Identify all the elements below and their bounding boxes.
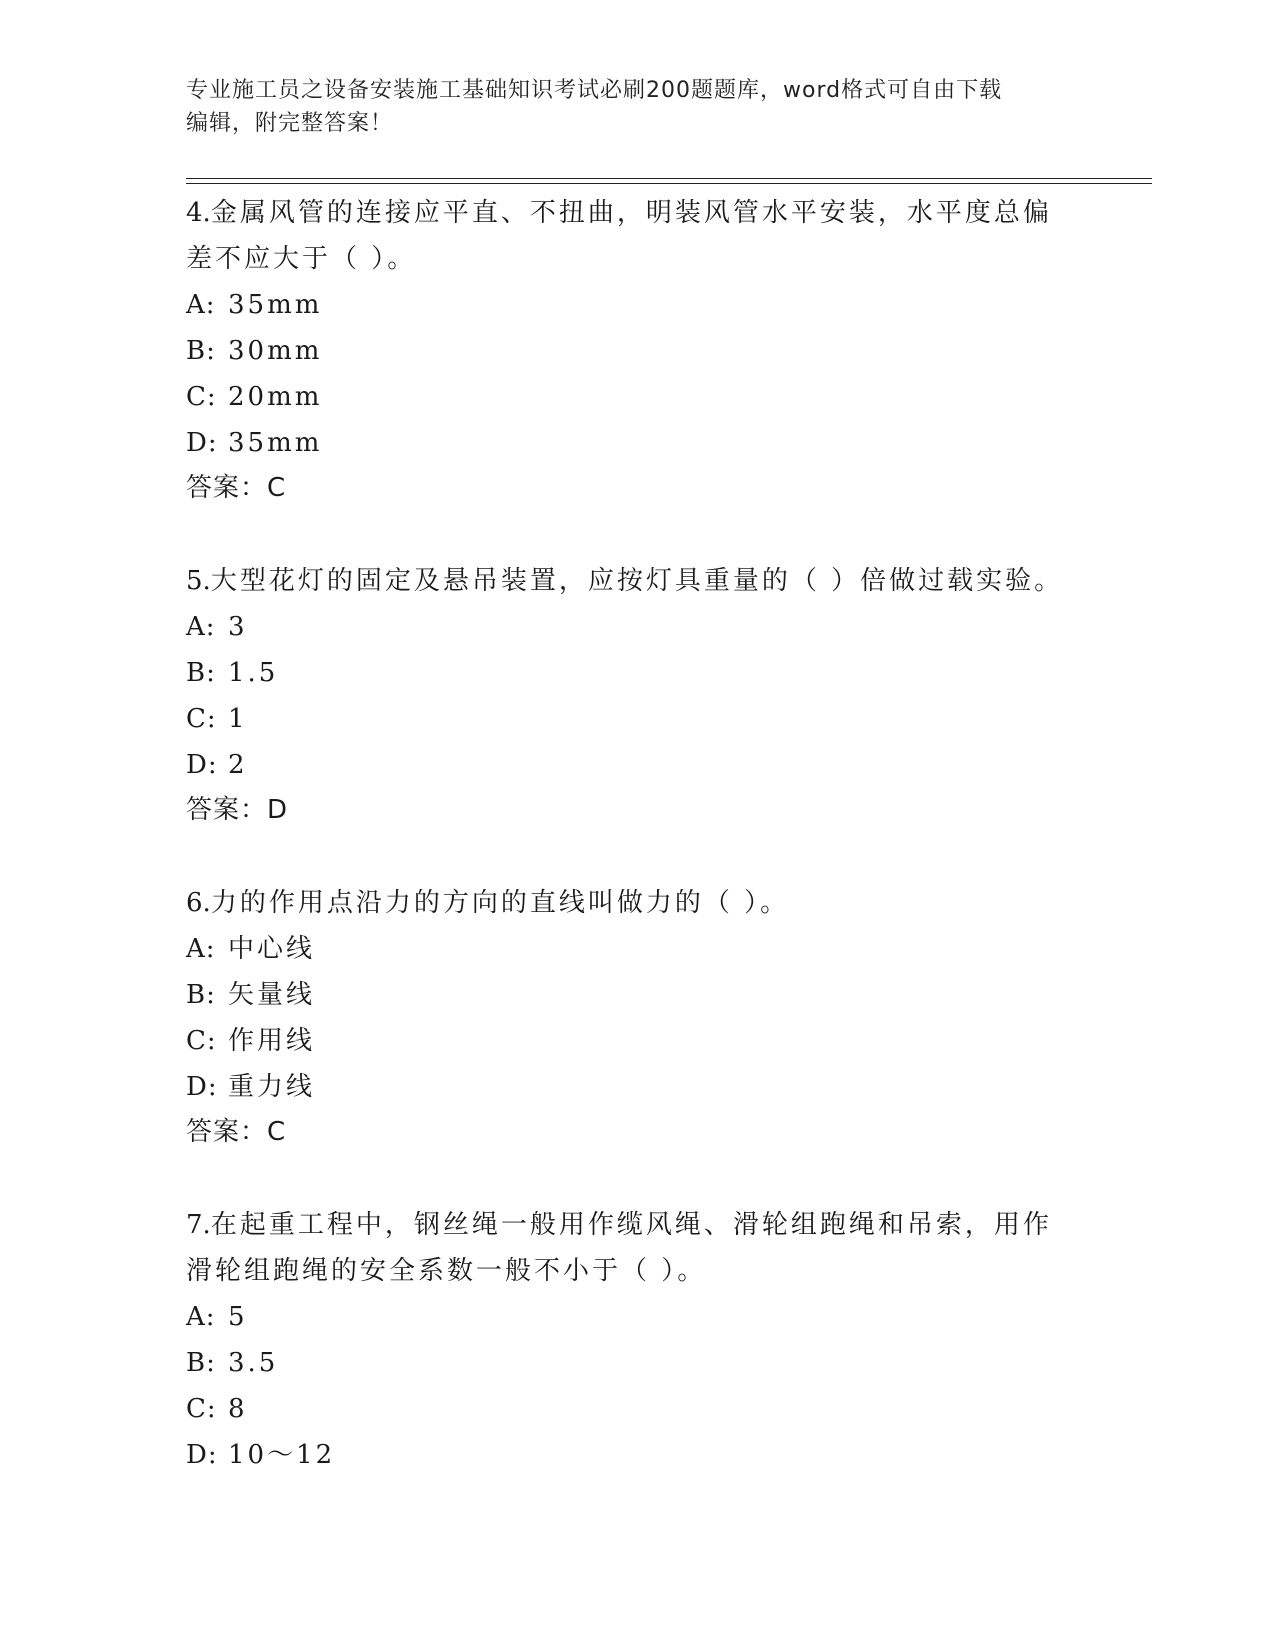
option-text: 作用线 [228, 1026, 316, 1056]
option-label: C: [186, 1026, 217, 1056]
option-label: C: [186, 1394, 217, 1424]
option-label: C: [186, 382, 217, 412]
header-line-2: 编辑，附完整答案！ [186, 111, 394, 136]
option-label: B: [186, 1348, 216, 1378]
option-text: 矢量线 [228, 980, 316, 1010]
option-c [186, 1018, 1086, 1064]
question-spacer [186, 510, 1086, 558]
question-stem [186, 558, 1086, 604]
option-label: D: [186, 428, 218, 458]
answer: 答案：D [186, 795, 289, 825]
question-number: 5. [186, 566, 211, 596]
option-text: 10～12 [228, 1440, 336, 1470]
option-a [186, 926, 1086, 972]
option-text: 重力线 [228, 1072, 316, 1102]
question-4 [186, 190, 1086, 510]
option-text: 中心线 [228, 934, 316, 964]
option-label: A: [186, 612, 216, 642]
option-label: A: [186, 290, 216, 320]
option-d [186, 1432, 1086, 1478]
option-label: A: [186, 1302, 216, 1332]
option-d [186, 1064, 1086, 1110]
question-stem-line-1: 在起重工程中，钢丝绳一般用作缆风绳、滑轮组跑绳和吊索，用作 [210, 1210, 1052, 1240]
header-line-1: 专业施工员之设备安装施工基础知识考试必刷200题题库，word格式可自由下载 [186, 78, 1003, 103]
option-text: 30mm [228, 336, 323, 366]
option-text: 3.5 [228, 1348, 279, 1378]
option-c [186, 1386, 1086, 1432]
option-label: B: [186, 336, 216, 366]
answer: 答案：C [186, 1117, 287, 1147]
option-b [186, 328, 1086, 374]
question-list [186, 190, 1086, 1478]
question-stem [186, 880, 1086, 926]
option-label: D: [186, 750, 218, 780]
question-stem [186, 1202, 1086, 1248]
option-label: C: [186, 704, 217, 734]
page-header [186, 74, 1066, 140]
header-divider-top [186, 178, 1152, 179]
question-6 [186, 880, 1086, 1154]
option-text: 5 [228, 1302, 248, 1332]
option-text: 1.5 [228, 658, 279, 688]
option-b [186, 650, 1086, 696]
option-label: D: [186, 1440, 218, 1470]
question-spacer [186, 832, 1086, 880]
option-c [186, 374, 1086, 420]
question-stem-line-2: 差不应大于（ ）。 [186, 244, 417, 274]
option-c [186, 696, 1086, 742]
option-text: 2 [228, 750, 248, 780]
option-b [186, 972, 1086, 1018]
question-stem-line-2: 滑轮组跑绳的安全系数一般不小于（ ）。 [186, 1256, 707, 1286]
option-text: 1 [228, 704, 248, 734]
question-spacer [186, 1154, 1086, 1202]
question-number: 6. [186, 888, 211, 918]
option-text: 20mm [228, 382, 323, 412]
option-text: 35mm [228, 290, 323, 320]
question-7 [186, 1202, 1086, 1478]
question-stem [186, 190, 1086, 236]
option-a [186, 282, 1086, 328]
option-a [186, 604, 1086, 650]
option-a [186, 1294, 1086, 1340]
option-text: 3 [228, 612, 248, 642]
option-d [186, 742, 1086, 788]
option-b [186, 1340, 1086, 1386]
question-stem-line-1: 大型花灯的固定及悬吊装置，应按灯具重量的（ ）倍做过载实验。 [210, 566, 1064, 596]
option-d [186, 420, 1086, 466]
question-stem-line-1: 金属风管的连接应平直、不扭曲，明装风管水平安装，水平度总偏 [210, 198, 1052, 228]
question-5 [186, 558, 1086, 832]
answer: 答案：C [186, 473, 287, 503]
option-text: 35mm [228, 428, 323, 458]
option-label: B: [186, 658, 216, 688]
option-label: D: [186, 1072, 218, 1102]
question-stem-line-1: 力的作用点沿力的方向的直线叫做力的（ ）。 [210, 888, 790, 918]
header-divider-bottom [186, 183, 1152, 184]
option-label: B: [186, 980, 216, 1010]
option-label: A: [186, 934, 216, 964]
option-text: 8 [228, 1394, 248, 1424]
question-number: 7. [186, 1210, 211, 1240]
question-number: 4. [186, 198, 211, 228]
